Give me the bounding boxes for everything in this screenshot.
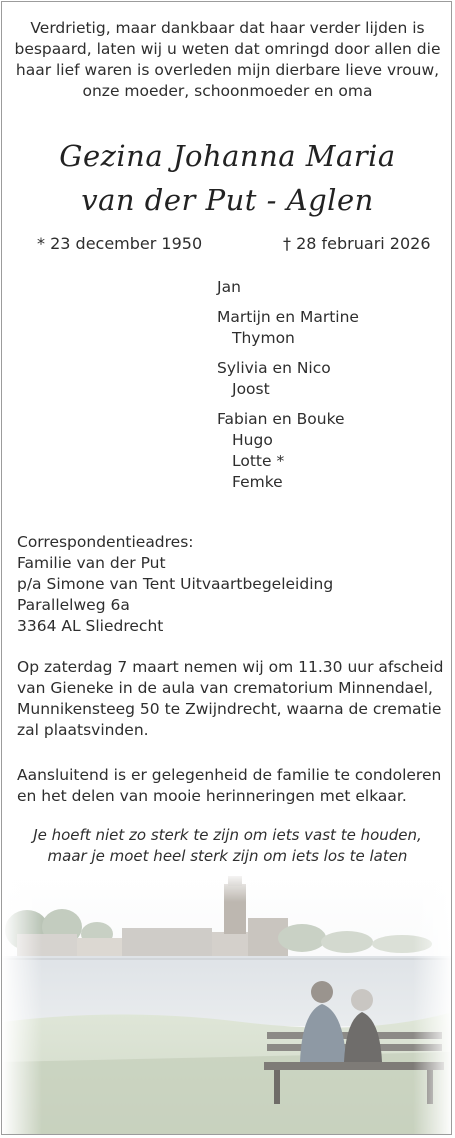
deceased-surname: van der Put - Aglen (81, 183, 374, 217)
death-notice (1, 1, 452, 1135)
family-member: Hugo (232, 431, 273, 449)
quote-line: Je hoeft niet zo sterk te zijn om iets vast te houden, (33, 826, 422, 844)
ceremony-line: zal plaatsvinden. (17, 721, 149, 739)
intro-line: bespaard, laten wij u weten dat omringd door allen die (14, 40, 441, 58)
address-line: Familie van der Put (17, 554, 166, 572)
family-member: Femke (232, 473, 283, 491)
address-line: 3364 AL Sliedrecht (17, 617, 164, 635)
family-member: Jan (217, 278, 241, 296)
death-date: † 28 februari 2026 (283, 234, 431, 253)
family-member: Fabian en Bouke (217, 410, 345, 428)
correspondence-address (17, 532, 333, 637)
riverside-photo (2, 872, 452, 1135)
birth-date: * 23 december 1950 (37, 234, 203, 253)
deceased-name: Gezina Johanna Maria (59, 139, 396, 173)
ceremony-text (17, 657, 443, 741)
intro-line: Verdrietig, maar dankbaar dat haar verder lijden is (30, 19, 425, 37)
address-line: p/a Simone van Tent Uitvaartbegeleiding (17, 575, 334, 593)
family-member: Joost (232, 380, 270, 398)
intro-text (2, 18, 452, 102)
ceremony-line: Op zaterdag 7 maart nemen wij om 11.30 uur afscheid (17, 658, 444, 676)
closing-quote (2, 825, 452, 867)
family-member: Thymon (232, 329, 295, 347)
ceremony-line: van Gieneke in de aula van crematorium Minnendael, (17, 679, 433, 697)
intro-line: haar lief waren is overleden mijn dierbare lieve vrouw, (15, 61, 440, 79)
condolence-line: en het delen van mooie herinneringen met elkaar. (17, 787, 407, 805)
condolence-line: Aansluitend is er gelegenheid de familie te condoleren (17, 766, 442, 784)
quote-line: maar je moet heel sterk zijn om iets los te laten (47, 847, 408, 865)
address-line: Parallelweg 6a (17, 596, 130, 614)
address-line: Correspondentieadres: (17, 533, 194, 551)
ceremony-line: Munnikensteeg 50 te Zwijndrecht, waarna de crematie (17, 700, 442, 718)
intro-line: onze moeder, schoonmoeder en oma (82, 82, 373, 100)
family-member: Martijn en Martine (217, 308, 359, 326)
condolence-text (17, 765, 441, 807)
family-member: Sylivia en Nico (217, 359, 331, 377)
family-member: Lotte * (232, 452, 285, 470)
